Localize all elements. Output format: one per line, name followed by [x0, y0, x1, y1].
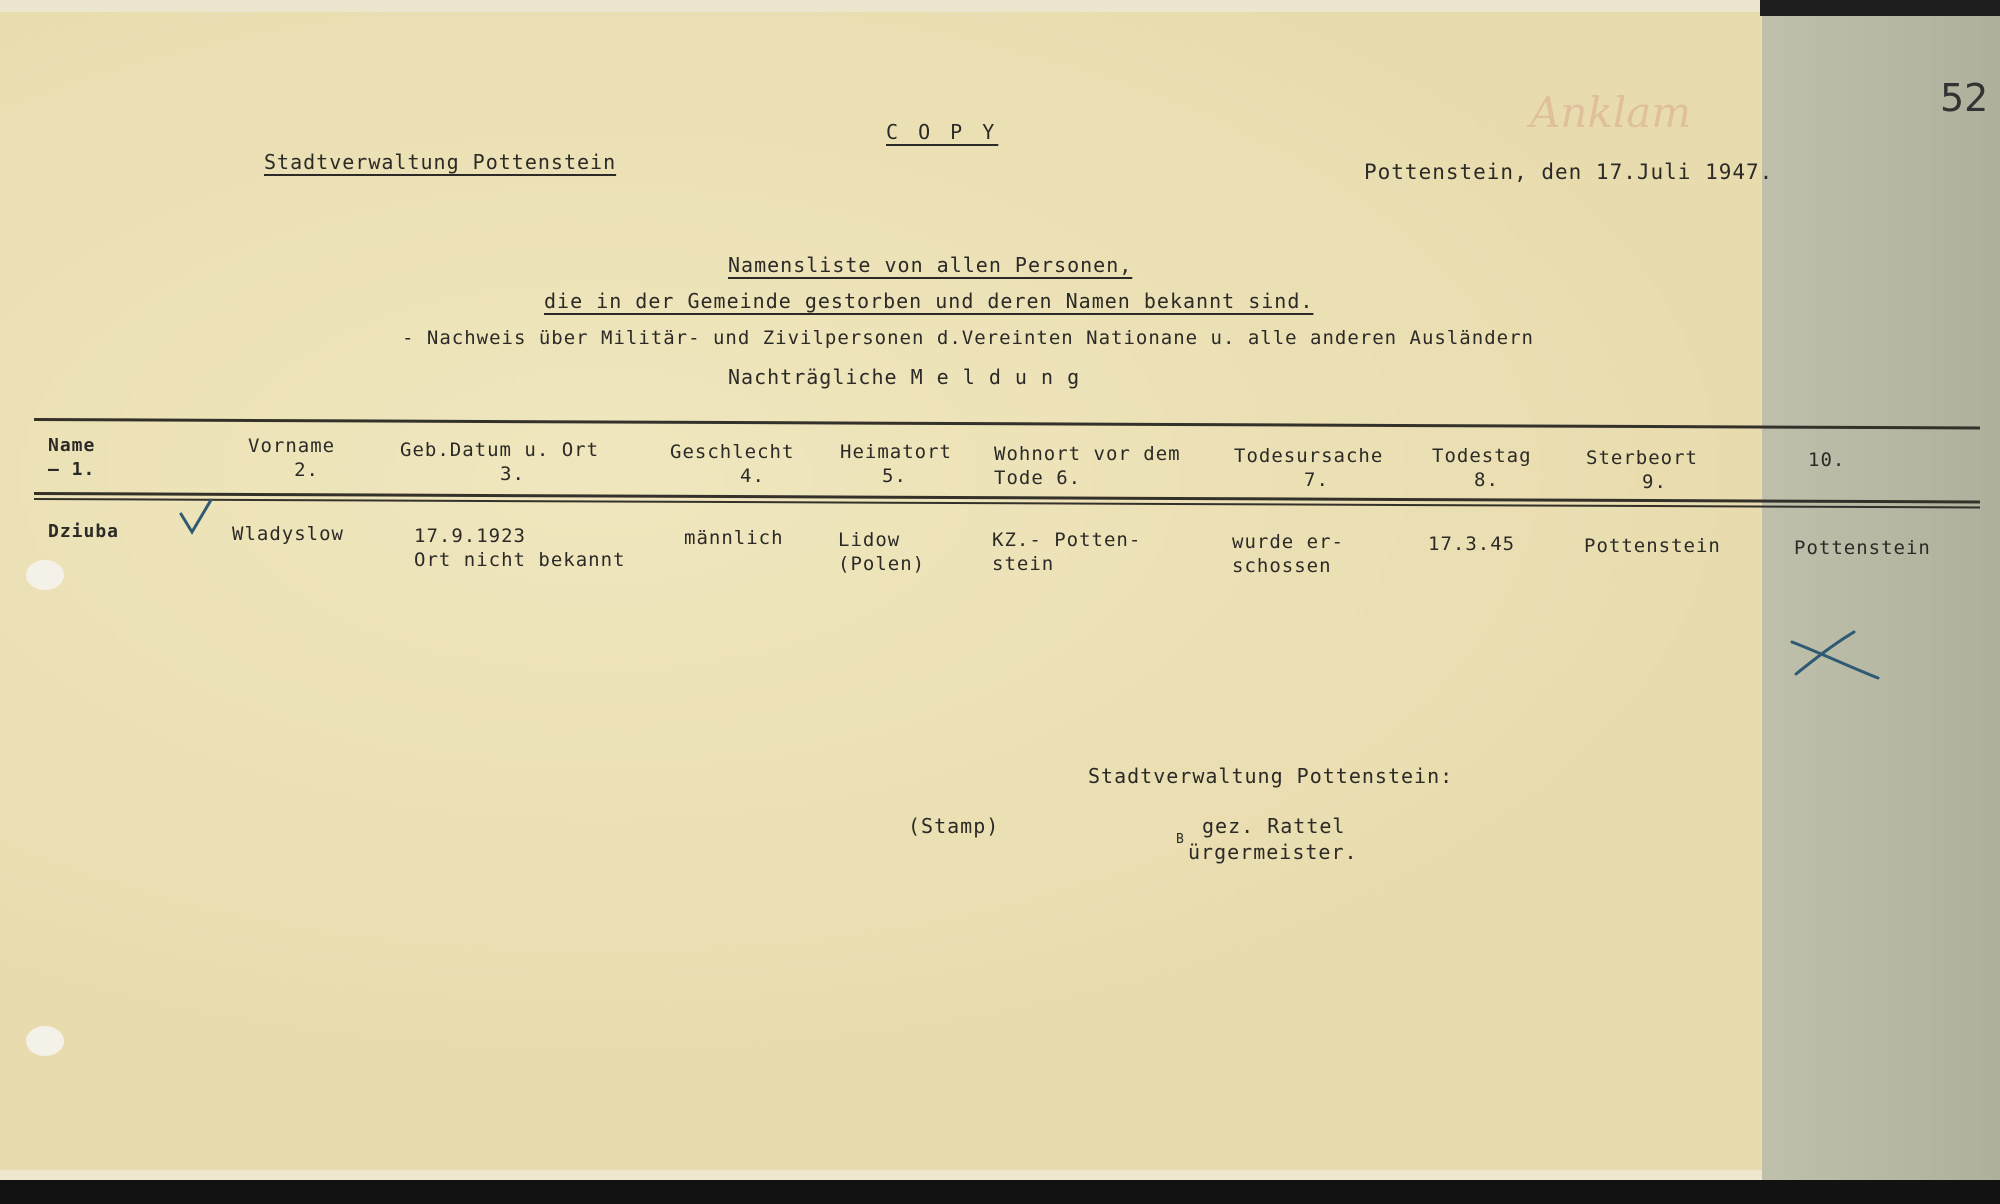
copy-label: C O P Y: [886, 120, 999, 144]
title-line-1: Namensliste von allen Personen,: [728, 253, 1133, 277]
cell-col10: Pottenstein: [1794, 537, 1931, 559]
stamp-placeholder: (Stamp): [908, 814, 1000, 838]
ghost-stamp: Anklam: [1530, 88, 1692, 137]
issuer-heading: Stadtverwaltung Pottenstein: [264, 150, 617, 174]
subtitle: - Nachweis über Militär- und Zivilpersonen d.Vereinten Nationane u. alle anderen Ausländern: [402, 327, 1534, 349]
punch-hole-bottom: [26, 1026, 64, 1056]
cell-geschlecht: männlich: [684, 527, 784, 549]
cell-todestag: 17.3.45: [1428, 533, 1516, 555]
col-header-3: Geb.Datum u. Ort 3.: [400, 439, 600, 485]
cell-wohnort: KZ.- Potten- stein: [992, 529, 1142, 575]
cell-name: Dziuba: [48, 521, 120, 542]
place-date: Pottenstein, den 17.Juli 1947.: [1364, 160, 1774, 184]
subtitle-meldung: Nachträgliche M e l d u n g: [728, 365, 1081, 389]
col-header-7: Todesursache 7.: [1234, 445, 1384, 491]
cell-todesursache: wurde er- schossen: [1232, 531, 1344, 577]
signer-title: ürgermeister.: [1188, 840, 1358, 864]
bottom-edge: [0, 1180, 2000, 1204]
col-header-1: Name – 1.: [48, 435, 96, 480]
cell-geb: 17.9.1923 Ort nicht bekannt: [414, 525, 626, 571]
title-line-2: die in der Gemeinde gestorben und deren Namen bekannt sind.: [544, 289, 1314, 313]
col-header-10: 10.: [1808, 449, 1846, 471]
col-header-6: Wohnort vor dem Tode 6.: [994, 443, 1181, 489]
page-number: 52: [1940, 76, 1989, 120]
col-header-2: Vorname 2.: [248, 435, 336, 481]
cell-vorname: Wladyslow: [232, 523, 344, 545]
col-header-9: Sterbeort 9.: [1586, 447, 1698, 493]
cell-sterbeort: Pottenstein: [1584, 535, 1721, 557]
punch-hole-top: [26, 560, 64, 590]
check-mark-icon: [178, 498, 214, 536]
top-edge: [0, 0, 2000, 12]
col-header-4: Geschlecht 4.: [670, 441, 795, 487]
title-prefix: B: [1176, 832, 1185, 847]
col-header-5: Heimatort 5.: [840, 441, 952, 487]
top-dark-edge: [1760, 0, 2000, 16]
cell-heimatort: Lidow (Polen): [838, 529, 926, 575]
signature-office: Stadtverwaltung Pottenstein:: [1088, 764, 1454, 788]
right-scan-strip: [1762, 0, 2000, 1192]
cross-mark-icon: [1788, 628, 1882, 680]
signed-by: gez. Rattel: [1202, 814, 1346, 838]
col-header-8: Todestag 8.: [1432, 445, 1532, 491]
